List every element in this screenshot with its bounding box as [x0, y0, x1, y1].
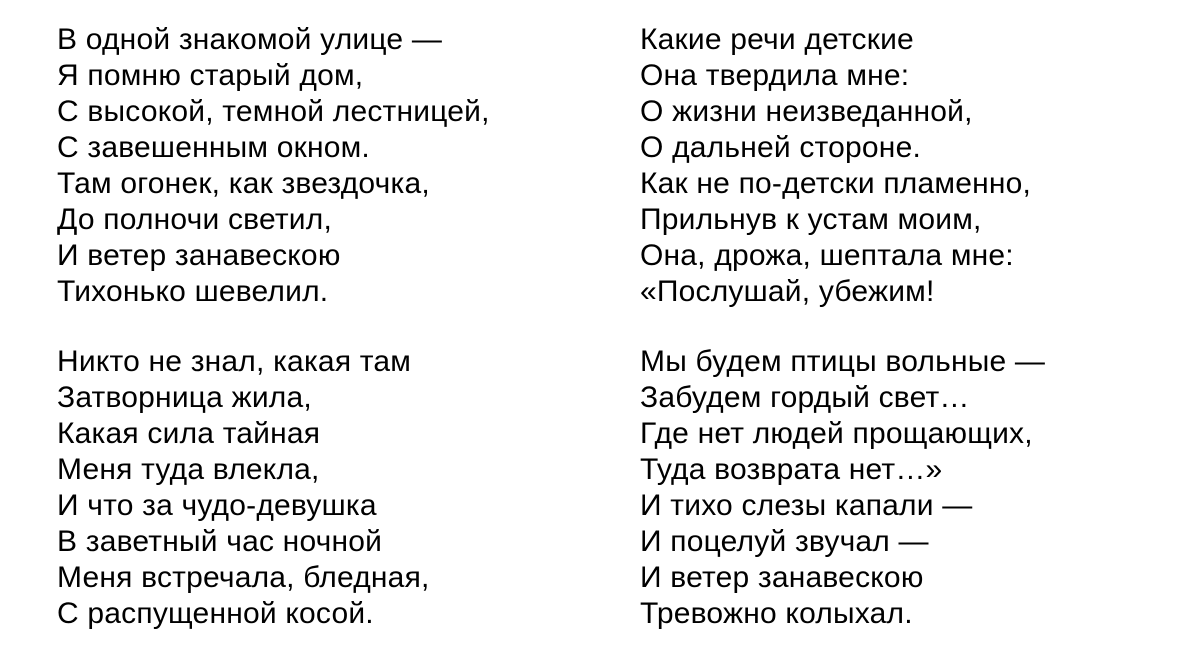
verse-line: Она, дрожа, шептала мне:	[640, 239, 1014, 272]
verse-line: Меня туда влекла,	[57, 453, 320, 486]
verse-line: «Послушай, убежим!	[640, 275, 935, 308]
verse-line: И тихо слезы капали —	[640, 489, 973, 522]
verse-line: Она твердила мне:	[640, 59, 910, 92]
verse-line: О дальней стороне.	[640, 131, 921, 164]
verse-line: В одной знакомой улице —	[57, 23, 443, 56]
stanza-1	[57, 22, 617, 310]
verse-line: До полночи светил,	[57, 203, 332, 236]
left-column	[57, 22, 617, 632]
verse-line: Тревожно колыхал.	[640, 597, 913, 630]
verse-line: Как не по-детски пламенно,	[640, 167, 1032, 200]
verse-line: С завешенным окном.	[57, 131, 370, 164]
verse-line: О жизни неизведанной,	[640, 95, 973, 128]
verse-line: С распущенной косой.	[57, 597, 374, 630]
verse-line: И что за чудо-девушка	[57, 489, 377, 522]
stanza-4	[640, 344, 1200, 632]
verse-line: Какая сила тайная	[57, 417, 321, 450]
stanza-3	[640, 22, 1200, 310]
verse-line: В заветный час ночной	[57, 525, 383, 558]
verse-line: Там огонек, как звездочка,	[57, 167, 430, 200]
verse-line: Никто не знал, какая там	[57, 345, 412, 378]
verse-line: С высокой, темной лестницей,	[57, 95, 490, 128]
right-column	[640, 22, 1200, 632]
verse-line: Забудем гордый свет…	[640, 381, 970, 414]
verse-line: Прильнув к устам моим,	[640, 203, 982, 236]
verse-line: Мы будем птицы вольные —	[640, 345, 1046, 378]
verse-line: Затворница жила,	[57, 381, 312, 414]
verse-line: Какие речи детские	[640, 23, 914, 56]
stanza-2	[57, 344, 617, 632]
verse-line: И поцелуй звучал —	[640, 525, 929, 558]
verse-line: Меня встречала, бледная,	[57, 561, 430, 594]
verse-line: И ветер занавескою	[640, 561, 924, 594]
verse-line: Туда возврата нет…»	[640, 453, 943, 486]
verse-line: Тихонько шевелил.	[57, 275, 329, 308]
verse-line: Где нет людей прощающих,	[640, 417, 1033, 450]
verse-line: Я помню старый дом,	[57, 59, 364, 92]
verse-line: И ветер занавескою	[57, 239, 341, 272]
